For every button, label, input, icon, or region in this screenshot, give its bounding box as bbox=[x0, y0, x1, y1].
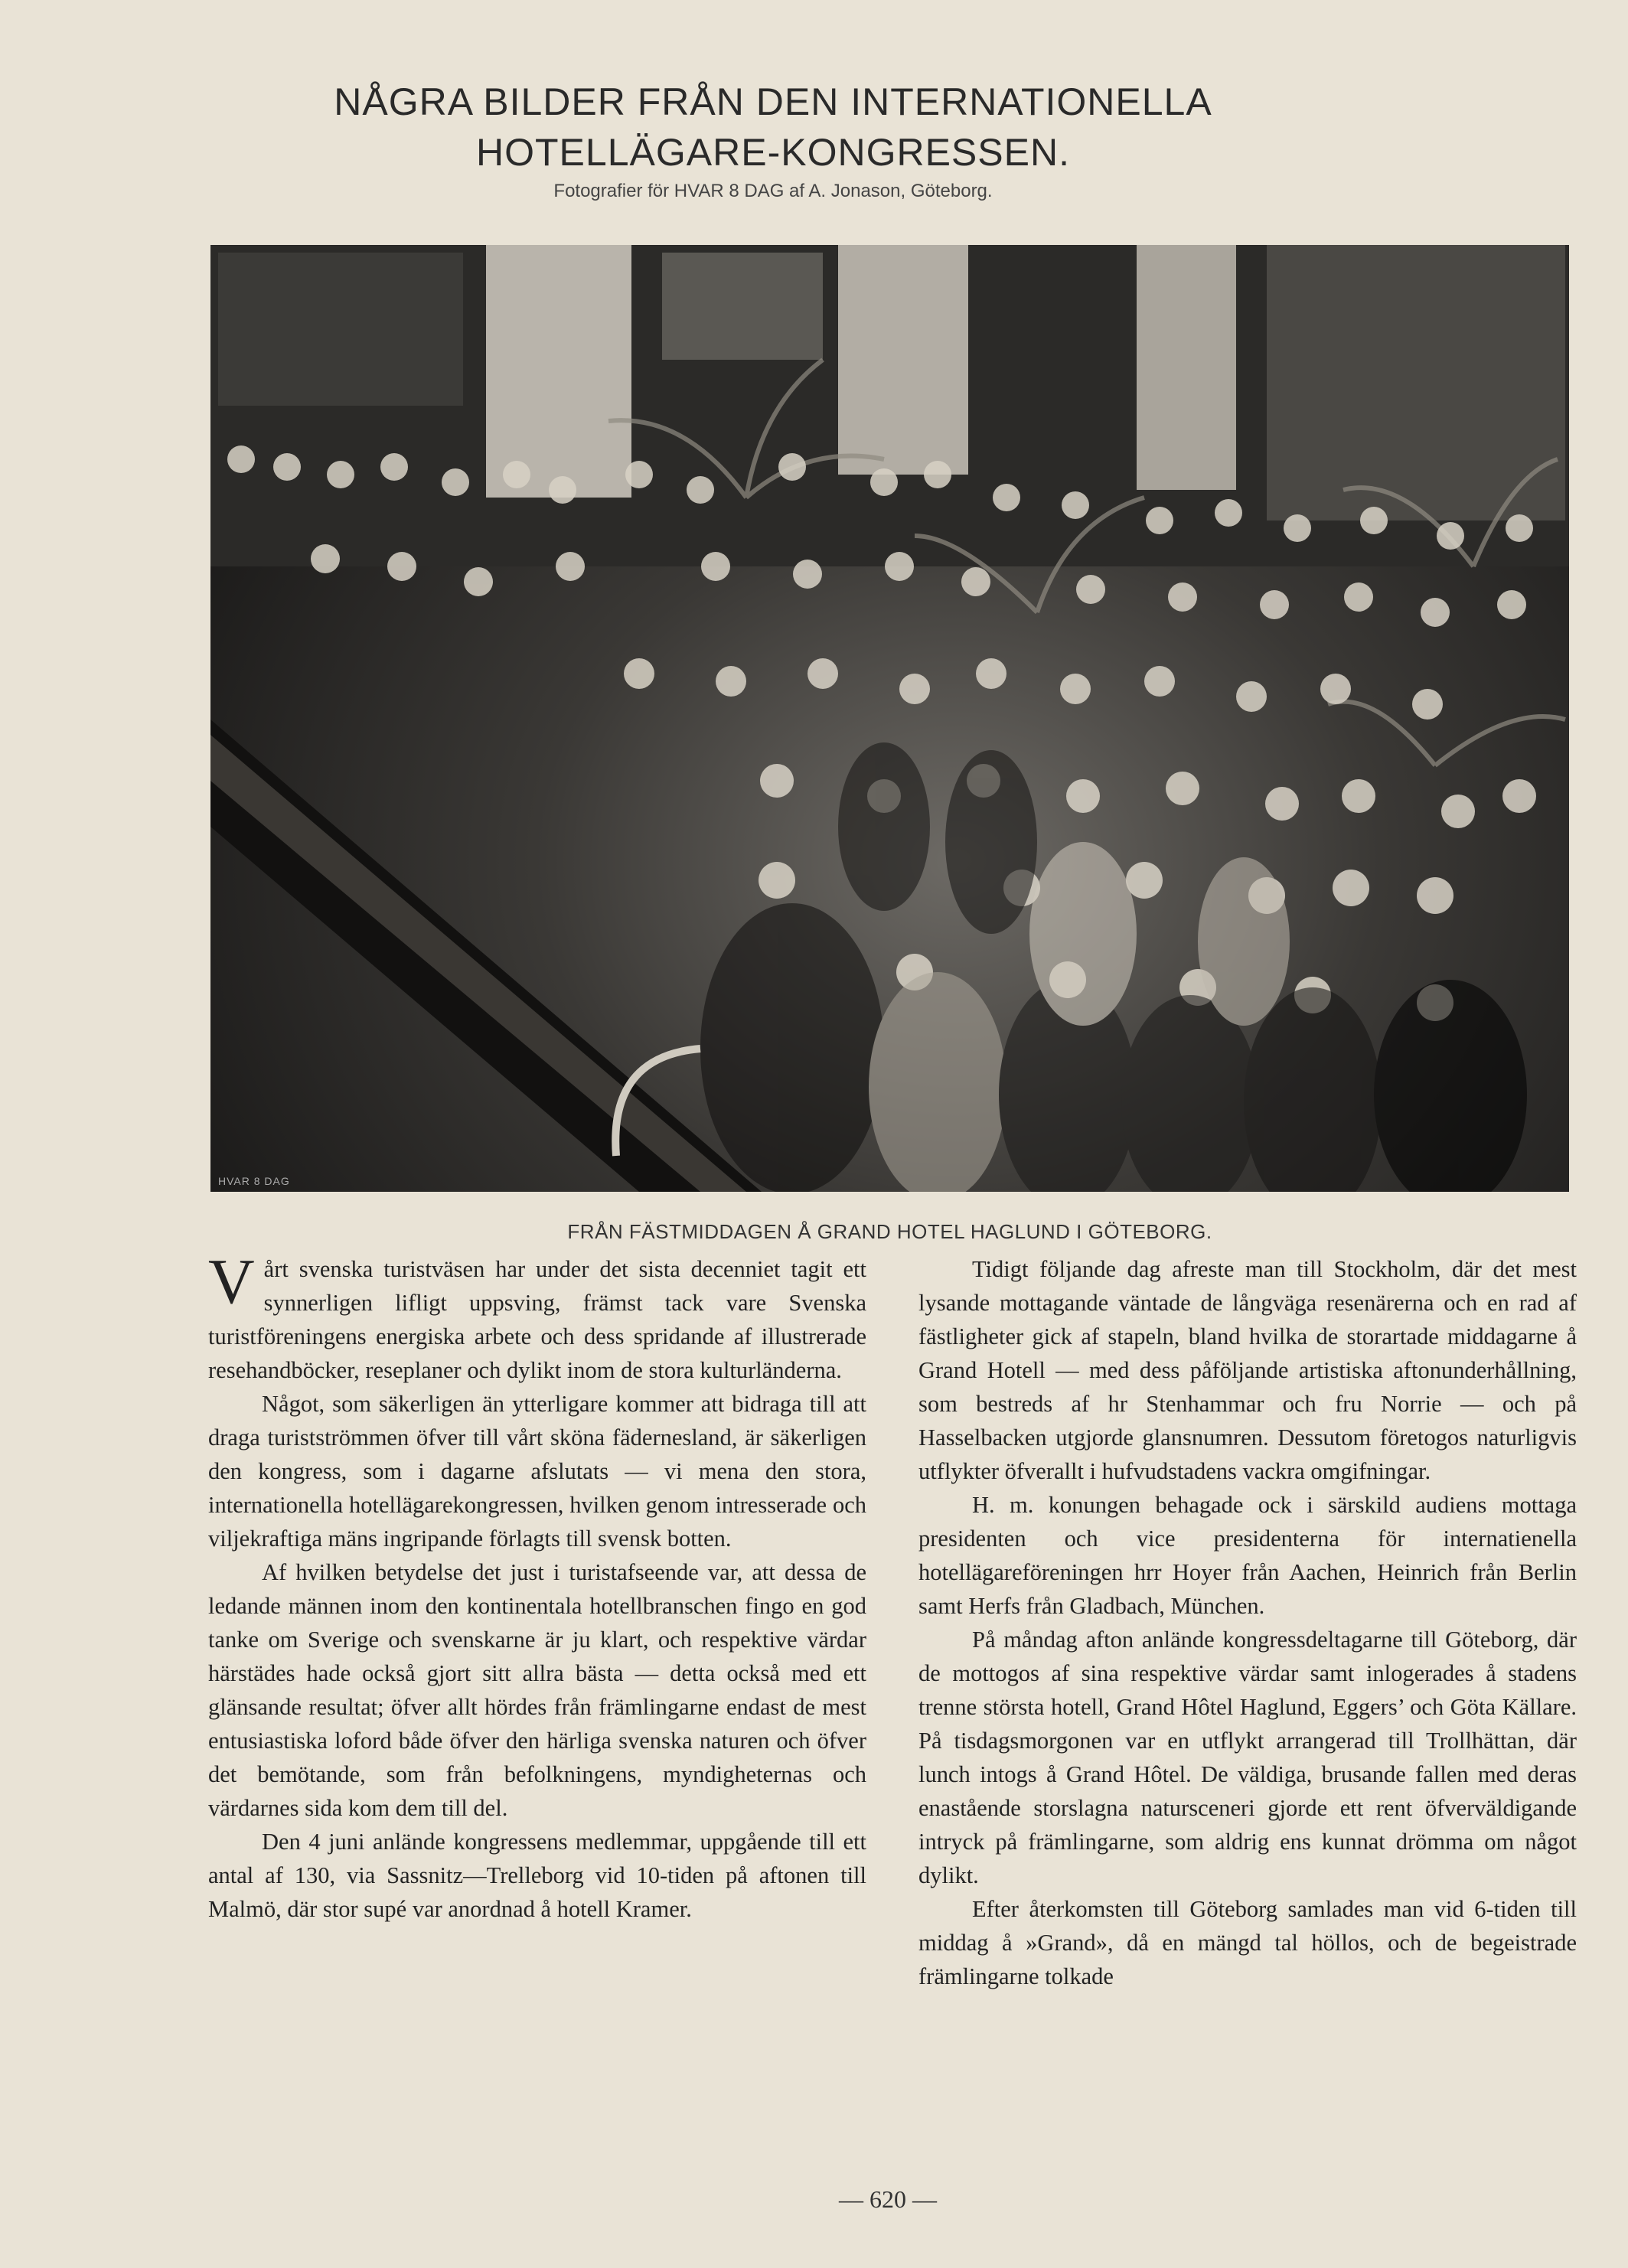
paragraph: Af hvilken betydelse det just i turistafseende var, att dessa de ledande männen inom den kontinentala hotellbranschen fingo en god tanke om Sverige och svenskarne är ju klart, och respektive värdar härstädes hade också gjort sitt allra bästa — detta också med ett glänsande resultat; öfver allt hördes från främlingarne endast de mest entusiastiska loford både öfver den härliga svenska naturen och öfver det bemötande, som från befolkningens, myndigheternas och värdarnes sida kom dem till del. bbox=[208, 1559, 866, 1821]
paragraph: Efter återkomsten till Göteborg samlades man vid 6-tiden till middag å »Grand», då en mängd tal höllos, och de begeistrade främlingarne tolkade bbox=[918, 1896, 1577, 1989]
drop-cap: V bbox=[208, 1246, 255, 1317]
page-title: NÅGRA BILDER FRÅN DEN INTERNATIONELLA HOTELLÄGARE-KONGRESSEN. bbox=[334, 80, 1212, 174]
group-photograph bbox=[210, 245, 1569, 1192]
paragraph: H. m. konungen behagade ock i särskild audiens mottaga presidenten och vice presidenterna för internatienella hotellägareföreningen hrr Hoyer från Aachen, Heinrich från Berlin samt Herfs från Gladbach, München. bbox=[918, 1492, 1577, 1619]
article-column-left bbox=[208, 1246, 866, 1926]
paragraph: Något, som säkerligen än ytterligare kommer att bidraga till att draga turistströmmen öfver till vårt sköna fädernesland, är säkerligen den kongress, som i dagarne afslutats — vi mena den stora, internationella hotellägarekongressen, hvilken genom intresserade och viljekraftiga mäns ingripande förlagts till svensk botten. bbox=[208, 1391, 866, 1552]
photo-caption: FRÅN FÄSTMIDDAGEN Å GRAND HOTEL HAGLUND I GÖTEBORG. bbox=[567, 1220, 1212, 1243]
paragraph: Vårt svenska turistväsen har under det sista decenniet tagit ett synnerligen lifligt uppsving, främst tack vare Svenska turistföreningens energiska arbete och dess spridande af illustrerade resehandböcker, reseplaner och dylikt inom de stora kulturländerna. bbox=[208, 1246, 866, 1383]
paragraph: Tidigt följande dag afreste man till Stockholm, där det mest lysande mottagande väntade de långväga resenärerna och en rad af fästligheter gick af stapeln, bland hvilka de storartade middagarne å Grand Hotell — med dess påföljande artistiska aftonunderhållning, som bestreds af hr Stenhammar och fru Norrie — och på Hasselbacken utgjorde glansnumren. Dessutom företogos naturligvis utflykter öfverallt i hufvudstadens vackra omgifningar. bbox=[918, 1256, 1577, 1484]
paragraph: Den 4 juni anlände kongressens medlemmar, uppgående till ett antal af 130, via Sassnitz—Trelleborg vid 10-tiden på aftonen till Malmö, där stor supé var anordnad å hotell Kramer. bbox=[208, 1829, 866, 1922]
photo-watermark: HVAR 8 DAG bbox=[218, 1175, 290, 1187]
photograph-illustration bbox=[210, 245, 1569, 1192]
page-number: — 620 — bbox=[839, 2185, 937, 2213]
paragraph: På måndag afton anlände kongressdeltagarne till Göteborg, där de mottogos af sina respektive värdar samt inlogerades å stadens trenne största hotell, Grand Hôtel Haglund, Eggers’ och Göta Källare. På tisdagsmorgonen var en utflykt arrangerad till Trollhättan, där lunch intogs å Grand Hôtel. De väldiga, brusande fallen med deras enastående storslagna natursceneri gjorde ett rent öfverväldigande intryck på främlingarne, som aldrig ens kunnat drömma om något dylikt. bbox=[918, 1627, 1577, 1888]
article-column-right bbox=[918, 1252, 1577, 1993]
photo-credit: Fotografier för HVAR 8 DAG af A. Jonason, Göteborg. bbox=[553, 181, 993, 201]
